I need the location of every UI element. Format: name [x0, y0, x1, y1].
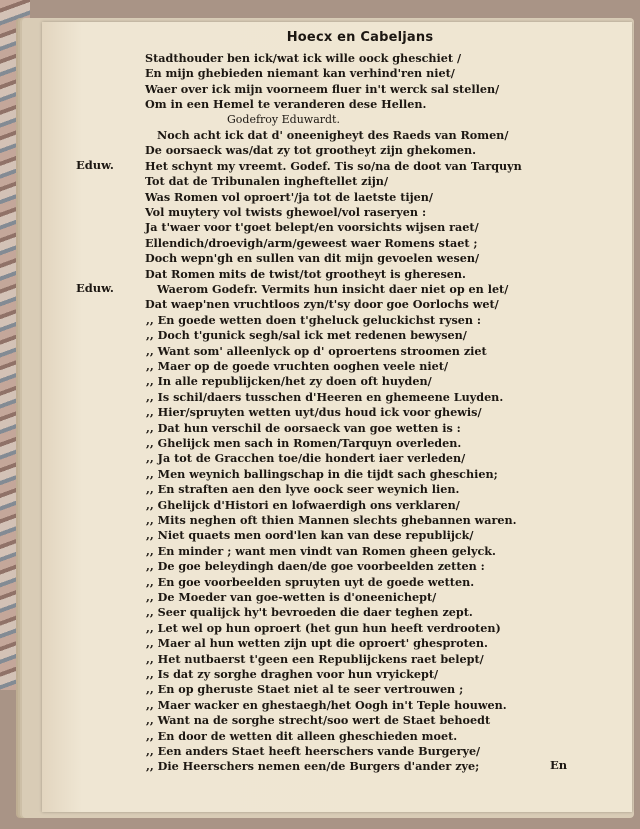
verse-line: Het schynt my vreemt. Godef. Tis so/na de doot van Tarquyn: [145, 158, 522, 173]
verse-line: ,, Let wel op hun oproert (het gun hun heeft verdrooten): [146, 620, 501, 635]
verse-line: ,, Het nutbaerst t'geen een Republijckens raet belept/: [146, 651, 484, 666]
verse-line: ,, En minder ; want men vindt van Romen gheen gelyck.: [146, 543, 496, 558]
verse-line: Ja t'waer voor t'goet belept/en voorsichts wijsen raet/: [145, 220, 479, 235]
verse-line: ,, Maer wacker en ghestaegh/het Oogh in't Teple houwen.: [146, 697, 507, 712]
verse-line: Om in een Hemel te veranderen dese Hellen.: [145, 97, 427, 112]
speaker-label: Eduw.: [76, 157, 114, 172]
verse-line: ,, De goe beleydingh daen/de goe voorbeelden zetten :: [146, 559, 485, 574]
verse-line: Stadthouder ben ick/wat ick wille oock gheschiet /: [145, 51, 462, 65]
verse-line: ,, En op gheruste Staet niet al te seer vertrouwen ;: [146, 682, 464, 697]
verse-line: En mijn ghebieden niemant kan verhind'ren niet/: [145, 66, 455, 81]
verse-line: ,, Want som' alleenlyck op d' oproertens stroomen ziet: [146, 343, 487, 358]
catchword: En: [550, 758, 568, 773]
verse-line: ,, Maer al hun wetten zijn upt die oproert' ghesproten.: [146, 636, 488, 651]
verse-line: ,, Dat hun verschil de oorsaeck van goe wetten is :: [146, 420, 461, 435]
verse-line: ,, Hier/spruyten wetten uyt/dus houd ick voor ghewis/: [146, 405, 482, 420]
verse-line: ,, Mits neghen oft thien Mannen slechts ghebannen waren.: [146, 513, 517, 527]
verse-line: ,, Men weynich ballingschap in die tijdt sach gheschien;: [146, 466, 498, 481]
verse-line: De oorsaeck was/dat zy tot grootheyt zijn ghekomen.: [145, 143, 477, 158]
verse-line: Noch acht ick dat d' oneenigheyt des Raeds van Romen/: [157, 128, 509, 142]
verse-line: ,, Maer op de goede vruchten ooghen veele niet/: [146, 359, 449, 373]
verse-line: ,, Is schil/daers tusschen d'Heeren en ghemeene Luyden.: [146, 389, 504, 404]
verse-line: Waerom Godefr. Vermits hun insicht daer niet op en let/: [157, 282, 509, 296]
verse-line: Godefroy Eduwardt.: [227, 112, 340, 126]
verse-line: ,, Een anders Staet heeft heerschers vande Burgerye/: [146, 744, 481, 758]
verse-line: Was Romen vol oproert'/ja tot de laetste tijen/: [145, 189, 434, 204]
verse-line: ,, En goede wetten doen t'gheluck geluckichst rysen :: [146, 312, 482, 327]
verse-line: Waer over ick mijn voorneem fluer in't werck sal stellen/: [145, 81, 500, 96]
running-header: Hoecx en Cabeljans: [286, 30, 434, 45]
verse-line: Dat Romen mits de twist/tot grootheyt is gheresen.: [145, 266, 466, 281]
verse-line: ,, En straften aen den lyve oock seer weynich lien.: [146, 482, 460, 497]
verse-line: ,, Ja tot de Gracchen toe/die hondert iaer verleden/: [146, 451, 466, 466]
verse-line: ,, Want na de sorghe strecht/soo wert de Staet behoedt: [146, 713, 491, 728]
verse-line: ,, En goe voorbeelden spruyten uyt de goede wetten.: [146, 574, 475, 589]
verse-line: Doch wepn'gh en sullen van dit mijn gevoelen wesen/: [145, 251, 480, 266]
verse-line: ,, Seer qualijck hy't bevroeden die daer teghen zept.: [146, 605, 473, 620]
verse-line: Tot dat de Tribunalen ingheftellet zijn/: [145, 174, 389, 189]
book-page: [42, 22, 632, 812]
verse-line: Ellendich/droevigh/arm/geweest waer Romens staet ;: [145, 235, 478, 250]
speaker-label: Eduw.: [76, 281, 114, 295]
verse-line: ,, Ghelijck men sach in Romen/Tarquyn overleden.: [146, 436, 462, 450]
verse-line: ,, De Moeder van goe-wetten is d'oneenichept/: [146, 590, 437, 604]
verse-line: ,, Niet quaets men oord'len kan van dese republijck/: [146, 528, 474, 543]
verse-line: ,, Die Heerschers nemen een/de Burgers d'ander zye;: [146, 759, 480, 774]
verse-line: ,, Is dat zy sorghe draghen voor hun vryickept/: [146, 667, 439, 681]
verse-line: Dat waep'nen vruchtloos zyn/t'sy door goe Oorlochs wet/: [145, 297, 499, 312]
verse-line: ,, En door de wetten dit alleen gheschieden moet.: [146, 728, 458, 743]
verse-line: ,, Ghelijck d'Histori en lofwaerdigh ons verklaren/: [146, 497, 460, 512]
verse-line: Vol muytery vol twists ghewoel/vol raseryen :: [145, 205, 427, 219]
verse-line: ,, In alle republijcken/het zy doen oft huyden/: [146, 374, 432, 389]
verse-line: ,, Doch t'gunick segh/sal ick met redenen bewysen/: [146, 328, 467, 343]
